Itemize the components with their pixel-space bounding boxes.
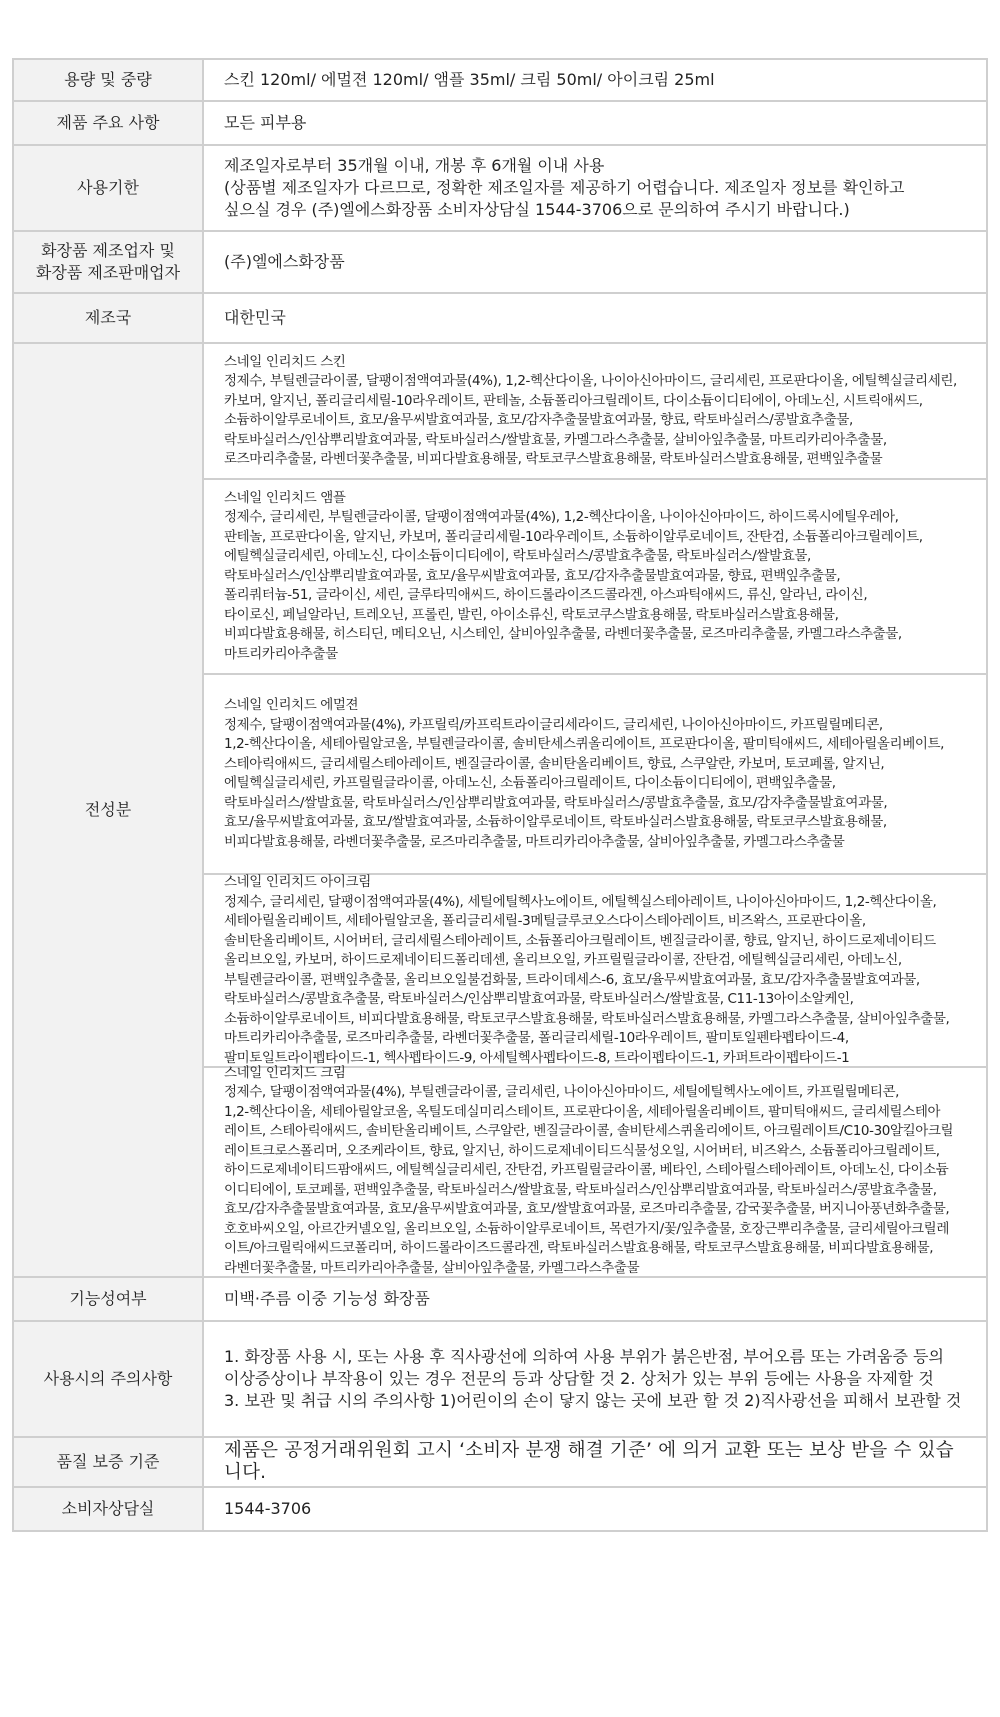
row-label-expiry: 사용기한 (13, 145, 203, 231)
table-row (13, 231, 987, 293)
ingredient-block-ampoule (204, 480, 986, 675)
ingredient-block-eye-cream (204, 875, 986, 1068)
ingredients-cell (203, 343, 987, 1277)
row-value-caution: 1. 화장품 사용 시, 또는 사용 후 직사광선에 의하여 사용 부위가 붉은반점, 부어오름 또는 가려움증 등의 이상증상이나 부작용이 있는 경우 전문의 등과 상담할 것 2. 상처가 있는 부위 등에는 사용을 자제할 것 3. 보관 및 취급 시의 주의사항 1)어린이의 손이 닿지 않는 곳에 보관 할 것 2)직사광선을 피해서 보관할 것 (203, 1321, 987, 1437)
row-value-consumer: 1544-3706 (203, 1487, 987, 1531)
row-value-spec: 모든 피부용 (203, 101, 987, 145)
table-row (13, 1277, 987, 1321)
row-label-country: 제조국 (13, 293, 203, 343)
table-row (13, 293, 987, 343)
ingredient-block-text: 정제수, 글리세린, 부틸렌글라이콜, 달팽이점액여과물(4%), 1,2-헥산다이올, 나이아신아마이드, 하이드록시에틸우레아, 판테놀, 프로판다이올, 알지닌, 카보머, 폴리글리세릴-10라우레이트, 소듐하이알루로네이트, 잔탄검, 소듐폴리아크릴레이트, 에틸헥실글리세린, 아데노신, 다이소듐이디티에이, 락토바실러스/콩발효추출물, 락토바실러스/쌀발효물, 락토바실러스/인삼뿌리발효여과물, 효모/율무씨발효여과물, 효모/감자추출물발효여과물, 향료, 편백잎추출물, 폴리쿼터늄-51, 글라이신, 세린, 글루타믹애씨드, 하이드롤라이즈드콜라겐, 아스파틱애씨드, 류신, 알라닌, 라이신, 타이로신, 페닐알라닌, 트레오닌, 프롤린, 발린, 아이소류신, 락토코쿠스발효용해물, 락토바실러스발효용해물, 비피다발효용해물, 히스티딘, 메티오닌, 시스테인, 살비아잎추출물, 라벤더꽃추출물, 로즈마리추출물, 카멜그라스추출물, 마트리카리아추출물 (224, 509, 923, 662)
row-value-expiry: 제조일자로부터 35개월 이내, 개봉 후 6개월 이내 사용 (상품별 제조일자가 다르므로, 정확한 제조일자를 제공하기 어렵습니다. 제조일자 정보를 확인하고 싶으실 경우 (주)엘에스화장품 소비자상담실 1544-3706으로 문의하여 주시기 바랍니다.) (203, 145, 987, 231)
row-label-functional: 기능성여부 (13, 1277, 203, 1321)
ingredient-block-title: 스네일 인리치드 앰플 (224, 489, 346, 506)
row-label-quality: 품질 보증 기준 (13, 1437, 203, 1487)
row-label-consumer: 소비자상담실 (13, 1487, 203, 1531)
row-label-ingredients: 전성분 (13, 343, 203, 1277)
ingredient-block-title: 스네일 인리치드 에멀젼 (224, 697, 359, 713)
table-row (13, 343, 987, 1277)
ingredient-block-emulsion (204, 675, 986, 875)
row-value-maker: (주)엘에스화장품 (203, 231, 987, 293)
ingredient-block-title: 스네일 인리치드 아이크림 (224, 874, 371, 890)
row-value-quality: 제품은 공정거래위원회 고시 ‘소비자 분쟁 해결 기준’ 에 의거 교환 또는 보상 받을 수 있습니다. (203, 1437, 987, 1487)
row-value-country: 대한민국 (203, 293, 987, 343)
table-row (13, 101, 987, 145)
ingredient-block-text: 정제수, 달팽이점액여과물(4%), 카프릴릭/카프릭트라이글리세라이드, 글리세린, 나이아신아마이드, 카프릴릴메티콘, 1,2-헥산다이올, 세테아릴알코올, 부틸렌글라이콜, 솔비탄세스퀴올리에이트, 프로판다이올, 팔미틱애씨드, 세테아릴올리베이트, 스테아릭애씨드, 글리세릴스테아레이트, 벤질글라이콜, 솔비탄올리베이트, 향료, 스쿠알란, 카보머, 토코페롤, 알지닌, 에틸헥실글리세린, 카프릴릴글라이콜, 아데노신, 소듐폴리아크릴레이트, 다이소듐이디티에이, 편백잎추출물, 락토바실러스/쌀발효물, 락토바실러스/인삼뿌리발효여과물, 락토바실러스/콩발효추출물, 효모/감자추출물발효여과물, 효모/율무씨발효여과물, 효모/쌀발효여과물, 소듐하이알루로네이트, 락토바실러스발효용해물, 락토코쿠스발효용해물, 비피다발효용해물, 라벤더꽃추출물, 로즈마리추출물, 마트리카리아추출물, 살비아잎추출물, 카멜그라스추출물 (224, 716, 945, 850)
row-value-functional: 미백·주름 이중 기능성 화장품 (203, 1277, 987, 1321)
ingredient-block-text: 정제수, 달팽이점액여과물(4%), 부틸렌글라이콜, 글리세린, 나이아신아마이드, 세틸에틸헥사노에이트, 카프릴릴메티콘, 1,2-헥산다이올, 세테아릴알코올, 옥틸도데실미리스테이트, 프로판다이올, 세테아릴올리베이트, 팔미틱애씨드, 글리세릴스테아 레이트, 스테아릭애씨드, 솔비탄올리베이트, 스쿠알란, 벤질글라이콜, 솔비탄세스퀴올리에이트, 아크릴레이트/C10-30알킬아크릴 레이트크로스폴리머, 오조케라이트, 향료, 알지닌, 하이드로제네이티드식물성오일, 시어버터, 비즈왁스, 소듐폴리아크릴레이트, 하이드로제네이티드팜애씨드, 에틸헥실글리세린, 잔탄검, 카프릴릴글라이콜, 베타인, 스테아릴스테아레이트, 아데노신, 다이소듐 이디티에이, 토코페롤, 편백잎추출물, 락토바실러스/쌀발효물, 락토바실러스/인삼뿌리발효여과물, 락토바실러스/콩발효추출물, 효모/감자추출물발효여과물, 효모/율무씨발효여과물, 효모/쌀발효여과물, 로즈마리추출물, 감국꽃추출물, 버지니아풍년화추출물, 호호바씨오일, 아르간커넬오일, 올리브오일, 소듐하이알루로네이트, 목련가지/꽃/잎추출물, 호장근뿌리추출물, 글리세릴아크릴레 이트/아크릴릭애씨드코폴리머, 하이드롤라이즈드콜라겐, 락토바실러스발효용해물, 락토코쿠스발효용해물, 비피다발효용해물, 라벤더꽃추출물, 마트리카리아추출물, 살비아잎추출물, 카멜그라스추출물 (224, 1084, 954, 1276)
ingredient-block-skin (204, 344, 986, 480)
ingredient-block-title: 스네일 인리치드 크림 (224, 1064, 346, 1081)
row-label-caution: 사용시의 주의사항 (13, 1321, 203, 1437)
table-row (13, 59, 987, 101)
table-row (13, 1487, 987, 1531)
row-label-spec: 제품 주요 사항 (13, 101, 203, 145)
ingredient-block-text: 정제수, 부틸렌글라이콜, 달팽이점액여과물(4%), 1,2-헥산다이올, 나이아신아마이드, 글리세린, 프로판다이올, 에틸헥실글리세린, 카보머, 알지닌, 폴리글리세릴-10라우레이트, 판테놀, 소듐폴리아크릴레이트, 다이소듐이디티에이, 아데노신, 시트릭애씨드, 소듐하이알루로네이트, 효모/율무씨발효여과물, 효모/감자추출물발효여과물, 향료, 락토바실러스/콩발효추출물, 락토바실러스/인삼뿌리발효여과물, 락토바실러스/쌀발효물, 카멜그라스추출물, 살비아잎추출물, 마트리카리아추출물, 로즈마리추출물, 라벤더꽃추출물, 비피다발효용해물, 락토코쿠스발효용해물, 락토바실러스발효용해물, 편백잎추출물 (224, 373, 957, 467)
row-label-maker: 화장품 제조업자 및 화장품 제조판매업자 (13, 231, 203, 293)
row-value-capacity: 스킨 120ml/ 에멀젼 120ml/ 앰플 35ml/ 크림 50ml/ 아이크림 25ml (203, 59, 987, 101)
row-label-capacity: 용량 및 중량 (13, 59, 203, 101)
product-info-table (12, 58, 988, 1532)
ingredient-block-text: 정제수, 글리세린, 달팽이점액여과물(4%), 세틸에틸헥사노에이트, 에틸헥실스테아레이트, 나이아신아마이드, 1,2-헥산다이올, 세테아릴올리베이트, 세테아릴알코올, 폴리글리세릴-3메틸글루코오스다이스테아레이트, 비즈왁스, 프로판다이올, 솔비탄올리베이트, 시어버터, 글리세릴스테아레이트, 소듐폴리아크릴레이트, 벤질글라이콜, 향료, 알지닌, 하이드로제네이티드 올리브오일, 카보머, 하이드로제네이티드폴리데센, 올리브오일, 카프릴릴글라이콜, 잔탄검, 에틸헥실글리세린, 아데노신, 부틸렌글라이콜, 편백잎추출물, 올리브오일불검화물, 트라이데세스-6, 효모/율무씨발효여과물, 효모/감자추출물발효여과물, 락토바실러스/콩발효추출물, 락토바실러스/인삼뿌리발효여과물, 락토바실러스/쌀발효물, C11-13아이소알케인, 소듐하이알루로네이트, 비피다발효용해물, 락토코쿠스발효용해물, 락토바실러스발효용해물, 카멜그라스추출물, 살비아잎추출물, 마트리카리아추출물, 로즈마리추출물, 라벤더꽃추출물, 폴리글리세릴-10라우레이트, 팔미토일펜타펩타이드-4, 팔미토일트라이펩타이드-1, 헥사펩타이드-9, 아세틸헥사펩타이드-8, 트라이펩타이드-1, 카퍼트라이펩타이드-1 (224, 893, 950, 1066)
ingredient-block-title: 스네일 인리치드 스킨 (224, 353, 346, 370)
table-row (13, 145, 987, 231)
ingredient-block-cream (204, 1064, 986, 1276)
table-row (13, 1437, 987, 1487)
table-row (13, 1321, 987, 1437)
